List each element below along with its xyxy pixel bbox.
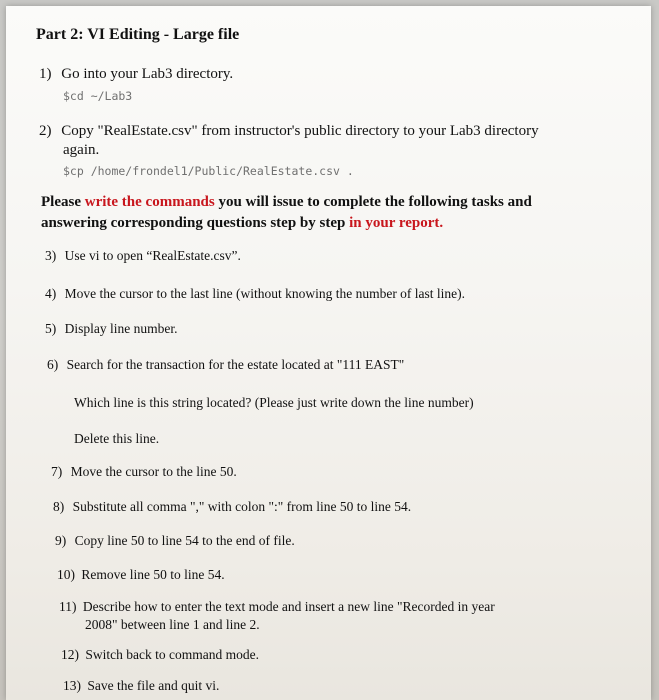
task-10 <box>57 567 225 583</box>
task-9 <box>55 533 295 549</box>
task-3 <box>45 248 241 264</box>
task-number: 5) <box>45 321 57 336</box>
task-text: Switch back to command mode. <box>85 647 259 662</box>
task-text: Display line number. <box>64 321 178 336</box>
task-6 <box>47 357 404 373</box>
page-title: Part 2: VI Editing - Large file <box>36 26 240 43</box>
task-number: 12) <box>61 647 79 662</box>
task-text: Copy line 50 to line 54 to the end of file. <box>74 533 295 548</box>
step-2 <box>39 123 539 140</box>
task-text: Substitute all comma "," with colon ":" from line 50 to line 54. <box>72 499 412 514</box>
task-8 <box>53 499 411 515</box>
task-number: 13) <box>63 678 81 693</box>
task-text: Save the file and quit vi. <box>87 678 220 693</box>
document-page <box>6 6 651 700</box>
task-number: 4) <box>45 286 57 301</box>
step-number: 1) <box>39 66 52 82</box>
task-4 <box>45 286 465 302</box>
step-1 <box>39 66 233 83</box>
instr-text: Please <box>41 194 85 210</box>
step-text-cont: again. <box>63 142 100 158</box>
task-12 <box>61 647 259 663</box>
task-text: Move the cursor to the line 50. <box>70 464 237 479</box>
task-number: 11) <box>59 599 77 614</box>
task-text: Remove line 50 to line 54. <box>81 567 225 582</box>
task-number: 9) <box>55 533 67 548</box>
step-text: Go into your Lab3 directory. <box>61 66 234 82</box>
instructions-line-1 <box>41 194 532 211</box>
instr-highlight: write the commands <box>84 194 215 210</box>
task-text: Use vi to open “RealEstate.csv”. <box>64 248 241 263</box>
command-cp: $cp /home/frondel1/Public/RealEstate.csv . <box>63 164 354 178</box>
task-number: 8) <box>53 499 65 514</box>
task-5 <box>45 321 177 337</box>
task-text: Describe how to enter the text mode and insert a new line "Recorded in year <box>82 599 495 614</box>
task-number: 7) <box>51 464 63 479</box>
task-number: 3) <box>45 248 57 263</box>
command-cd: $cd ~/Lab3 <box>63 89 133 103</box>
task-text: Move the cursor to the last line (without knowing the number of last line). <box>64 286 466 301</box>
task-13 <box>63 678 219 694</box>
task-number: 10) <box>57 567 75 582</box>
step-number: 2) <box>39 123 52 139</box>
instr-text: you will issue to complete the following tasks and <box>214 194 532 210</box>
task-text: Search for the transaction for the estate located at "111 EAST" <box>66 357 405 372</box>
task-11-cont: 2008" between line 1 and line 2. <box>85 617 260 632</box>
task-7 <box>51 464 237 480</box>
task-6-question: Which line is this string located? (Please just write down the line number) <box>74 395 474 410</box>
instructions-line-2 <box>41 215 443 232</box>
task-number: 6) <box>47 357 59 372</box>
task-11 <box>59 599 495 615</box>
step-text: Copy "RealEstate.csv" from instructor's public directory to your Lab3 directory <box>61 123 539 139</box>
instr-text: answering corresponding questions step by step <box>41 215 350 231</box>
task-6-delete: Delete this line. <box>74 431 160 446</box>
instr-highlight: in your report. <box>349 215 444 231</box>
